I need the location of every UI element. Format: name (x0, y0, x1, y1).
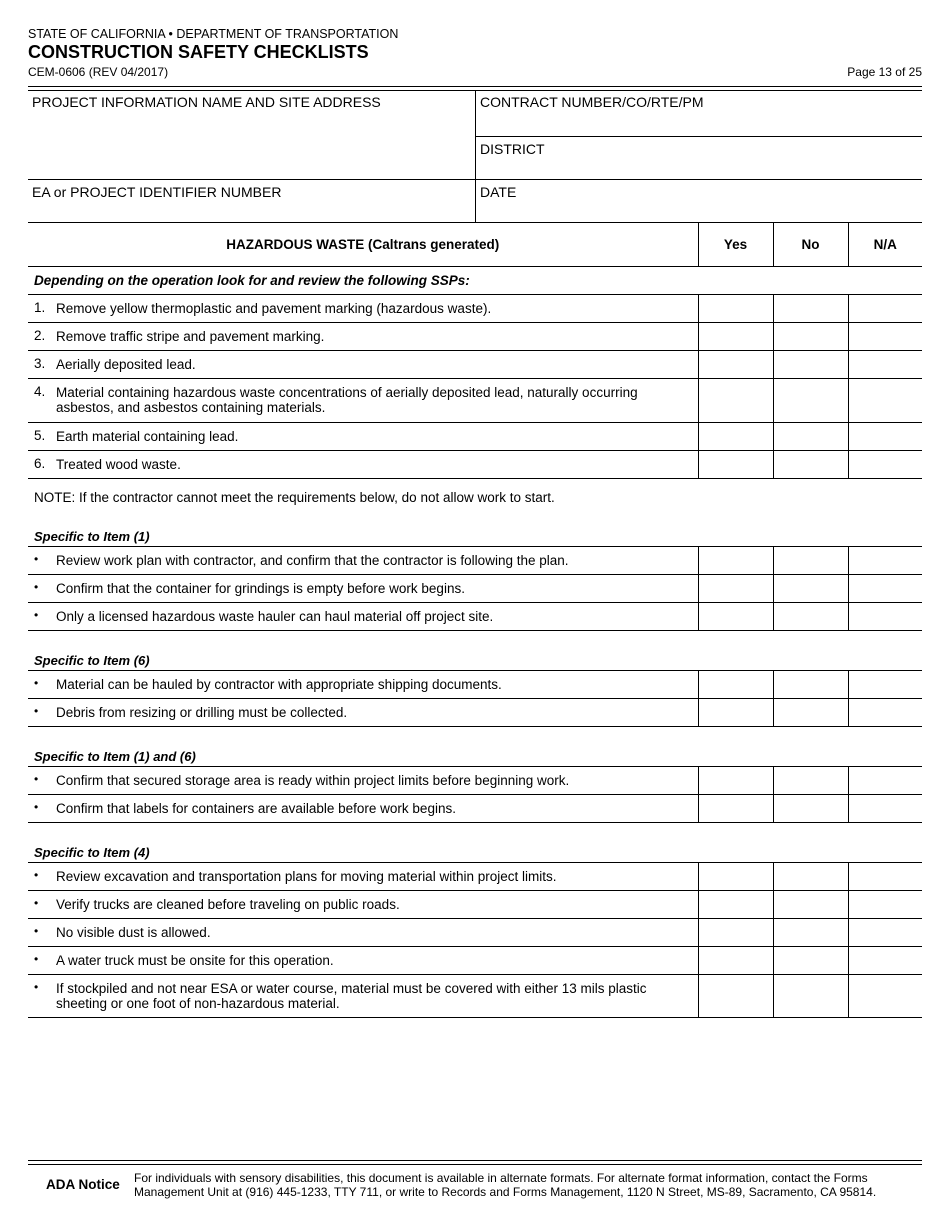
na-checkbox[interactable] (848, 863, 922, 891)
item-text: If stockpiled and not near ESA or water course, material must be covered with either 13 mils plastic sheeting or one foot of non-hazardous material. (50, 975, 698, 1018)
no-checkbox[interactable] (773, 795, 848, 823)
table-row (28, 603, 922, 631)
district-label: DISTRICT (480, 141, 545, 157)
item-text: Only a licensed hazardous waste hauler can haul material off project site. (50, 603, 698, 631)
page-number: Page 13 of 25 (847, 65, 922, 79)
ea-label: EA or PROJECT IDENTIFIER NUMBER (32, 184, 282, 200)
yes-checkbox[interactable] (698, 947, 773, 975)
project-info-block (28, 90, 922, 223)
table-row (28, 947, 922, 975)
no-checkbox[interactable] (773, 767, 848, 795)
item-text: Verify trucks are cleaned before traveling on public roads. (50, 891, 698, 919)
item-number: 6. (28, 450, 50, 478)
contract-label: CONTRACT NUMBER/CO/RTE/PM (480, 94, 704, 110)
project-name-label: PROJECT INFORMATION NAME AND SITE ADDRESS (32, 94, 381, 110)
no-checkbox[interactable] (773, 671, 848, 699)
yes-checkbox[interactable] (698, 378, 773, 422)
bullet: • (28, 603, 50, 631)
na-checkbox[interactable] (848, 767, 922, 795)
no-checkbox[interactable] (773, 422, 848, 450)
intro-text: Depending on the operation look for and review the following SSPs: (28, 266, 922, 294)
document-title: CONSTRUCTION SAFETY CHECKLISTS (28, 42, 369, 62)
project-name-field[interactable] (28, 90, 475, 179)
intro-row (28, 266, 922, 294)
table-row (28, 575, 922, 603)
no-checkbox[interactable] (773, 322, 848, 350)
yes-checkbox[interactable] (698, 891, 773, 919)
bullet: • (28, 947, 50, 975)
yes-checkbox[interactable] (698, 422, 773, 450)
specific-item-1-6-title: Specific to Item (1) and (6) (34, 749, 196, 764)
table-row (28, 450, 922, 478)
table-row (28, 863, 922, 891)
yes-checkbox[interactable] (698, 671, 773, 699)
yes-checkbox[interactable] (698, 450, 773, 478)
date-field[interactable] (476, 180, 922, 222)
no-checkbox[interactable] (773, 575, 848, 603)
specific-item-6-title: Specific to Item (6) (34, 653, 150, 668)
item-number: 1. (28, 294, 50, 322)
item-text: Review excavation and transportation plans for moving material within project limits. (50, 863, 698, 891)
na-checkbox[interactable] (848, 671, 922, 699)
na-checkbox[interactable] (848, 699, 922, 727)
ea-field[interactable] (28, 180, 475, 222)
no-checkbox[interactable] (773, 975, 848, 1018)
no-checkbox[interactable] (773, 350, 848, 378)
table-row (28, 699, 922, 727)
no-checkbox[interactable] (773, 947, 848, 975)
table-row (28, 378, 922, 422)
no-checkbox[interactable] (773, 450, 848, 478)
table-row (28, 350, 922, 378)
bullet: • (28, 795, 50, 823)
item-text: A water truck must be onsite for this operation. (50, 947, 698, 975)
yes-checkbox[interactable] (698, 863, 773, 891)
item-text: Aerially deposited lead. (50, 350, 698, 378)
table-row (28, 767, 922, 795)
agency-line: STATE OF CALIFORNIA • DEPARTMENT OF TRANSPORTATION (28, 27, 399, 41)
no-checkbox[interactable] (773, 378, 848, 422)
table-row (28, 891, 922, 919)
table-row (28, 671, 922, 699)
item-text: Confirm that labels for containers are available before work begins. (50, 795, 698, 823)
yes-checkbox[interactable] (698, 795, 773, 823)
item-text: Review work plan with contractor, and confirm that the contractor is following the plan. (50, 547, 698, 575)
yes-checkbox[interactable] (698, 294, 773, 322)
date-label: DATE (480, 184, 517, 200)
na-checkbox[interactable] (848, 294, 922, 322)
col-no: No (773, 223, 848, 266)
na-checkbox[interactable] (848, 547, 922, 575)
item-number: 5. (28, 422, 50, 450)
no-checkbox[interactable] (773, 891, 848, 919)
district-field[interactable] (476, 137, 922, 179)
bullet: • (28, 863, 50, 891)
specific-item-4-table (28, 862, 922, 1018)
specific-item-1-title: Specific to Item (1) (34, 529, 150, 544)
yes-checkbox[interactable] (698, 350, 773, 378)
item-text: Remove yellow thermoplastic and pavement marking (hazardous waste). (50, 294, 698, 322)
contract-field[interactable] (476, 90, 922, 136)
bullet: • (28, 699, 50, 727)
no-checkbox[interactable] (773, 547, 848, 575)
yes-checkbox[interactable] (698, 919, 773, 947)
na-checkbox[interactable] (848, 378, 922, 422)
item-text: Confirm that the container for grindings is empty before work begins. (50, 575, 698, 603)
specific-item-1-table (28, 546, 922, 631)
item-number: 4. (28, 378, 50, 422)
item-text: Treated wood waste. (50, 450, 698, 478)
hazardous-waste-table (28, 223, 922, 479)
bullet: • (28, 671, 50, 699)
yes-checkbox[interactable] (698, 975, 773, 1018)
item-text: Material containing hazardous waste concentrations of aerially deposited lead, naturally occurring asbestos, and asbestos containing materials. (50, 378, 698, 422)
item-text: Debris from resizing or drilling must be collected. (50, 699, 698, 727)
col-yes: Yes (698, 223, 773, 266)
yes-checkbox[interactable] (698, 699, 773, 727)
na-checkbox[interactable] (848, 975, 922, 1018)
form-number: CEM-0606 (REV 04/2017) (28, 65, 169, 79)
yes-checkbox[interactable] (698, 547, 773, 575)
section-title: HAZARDOUS WASTE (Caltrans generated) (28, 223, 698, 266)
na-checkbox[interactable] (848, 795, 922, 823)
na-checkbox[interactable] (848, 603, 922, 631)
specific-item-6-table (28, 670, 922, 727)
table-row (28, 322, 922, 350)
na-checkbox[interactable] (848, 422, 922, 450)
specific-item-4-title: Specific to Item (4) (34, 845, 150, 860)
na-checkbox[interactable] (848, 322, 922, 350)
item-text: Earth material containing lead. (50, 422, 698, 450)
table-row (28, 795, 922, 823)
na-checkbox[interactable] (848, 947, 922, 975)
footer-rule (28, 1160, 922, 1165)
no-checkbox[interactable] (773, 294, 848, 322)
ada-notice-text: For individuals with sensory disabilities, this document is available in alternate formats. For alternate format information, contact the Forms Management Unit at (916) 445-1233, TTY 711, or write to Records and Forms Management, 1120 N Street, MS-89, Sacramento, CA 95814. (134, 1171, 877, 1199)
no-checkbox[interactable] (773, 863, 848, 891)
no-checkbox[interactable] (773, 919, 848, 947)
item-number: 2. (28, 322, 50, 350)
table-header-row (28, 223, 922, 266)
table-row (28, 422, 922, 450)
yes-checkbox[interactable] (698, 575, 773, 603)
specific-item-1-6-table (28, 766, 922, 823)
item-text: No visible dust is allowed. (50, 919, 698, 947)
bullet: • (28, 891, 50, 919)
table-row (28, 975, 922, 1018)
table-row (28, 547, 922, 575)
na-checkbox[interactable] (848, 575, 922, 603)
na-checkbox[interactable] (848, 350, 922, 378)
yes-checkbox[interactable] (698, 767, 773, 795)
item-number: 3. (28, 350, 50, 378)
table-row (28, 919, 922, 947)
bullet: • (28, 575, 50, 603)
yes-checkbox[interactable] (698, 322, 773, 350)
yes-checkbox[interactable] (698, 603, 773, 631)
item-text: Material can be hauled by contractor with appropriate shipping documents. (50, 671, 698, 699)
no-checkbox[interactable] (773, 699, 848, 727)
bullet: • (28, 975, 50, 1018)
no-checkbox[interactable] (773, 603, 848, 631)
bullet: • (28, 767, 50, 795)
ada-notice-label: ADA Notice (46, 1177, 120, 1192)
item-text: Remove traffic stripe and pavement marking. (50, 322, 698, 350)
na-checkbox[interactable] (848, 919, 922, 947)
na-checkbox[interactable] (848, 891, 922, 919)
bullet: • (28, 919, 50, 947)
note-text: NOTE: If the contractor cannot meet the requirements below, do not allow work to start. (34, 490, 555, 505)
table-row (28, 294, 922, 322)
item-text: Confirm that secured storage area is ready within project limits before beginning work. (50, 767, 698, 795)
na-checkbox[interactable] (848, 450, 922, 478)
col-na: N/A (848, 223, 922, 266)
bullet: • (28, 547, 50, 575)
